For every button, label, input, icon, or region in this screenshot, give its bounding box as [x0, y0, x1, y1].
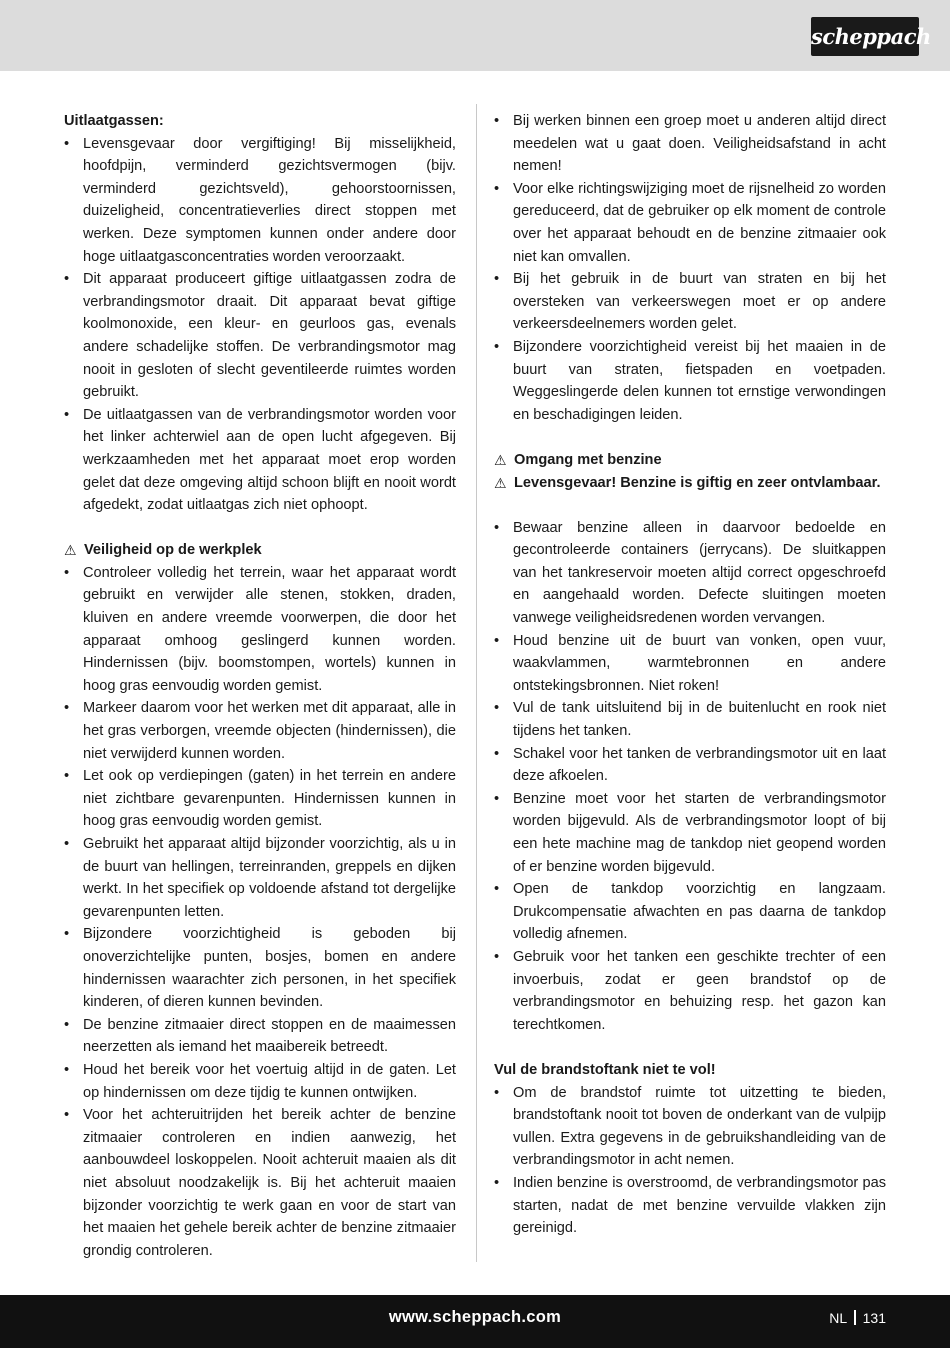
list-item: • Om de brandstof ruimte tot uitzetting te bieden, brandstoftank nooit tot boven de onderkant van de vulpijp vullen. Extra gegevens in de gebruikshandleiding van de verbrandingsmotor in acht nemen. [494, 1082, 886, 1172]
warning-triangle-icon: ⚠ [494, 474, 507, 491]
page-number: 131 [862, 1310, 886, 1326]
list-item: • Benzine moet voor het starten de verbrandingsmotor worden bijgevuld. Als de verbrandingsmotor loopt of bij een hete machine mag de tankdop niet geopend worden of er benzine worden bijgevuld. [494, 788, 886, 878]
list-item: • Controleer volledig het terrein, waar het apparaat wordt gebruikt en verwijder alle stenen, stokken, draden, kluiven en andere vreemde voorwerpen, die door het apparaat omhoog geslingerd kunnen worden. Hindernissen (bijv. boomstompen, wortels) kunnen in hoog gras eenvoudig worden gemist. [64, 562, 456, 698]
left-column [64, 110, 456, 1262]
list-item: • Houd het bereik voor het voertuig altijd in de gaten. Let op hindernissen om deze tijdig te kunnen ontwijken. [64, 1059, 456, 1104]
page-indicator [829, 1310, 886, 1326]
list-item: • Markeer daarom voor het werken met dit apparaat, alle in het gras verborgen, vreemde objecten (hindernissen), die niet verwijderd kunnen worden. [64, 697, 456, 765]
list-item: • Voor elke richtingswijziging moet de rijsnelheid zo worden gereduceerd, dat de gebruiker op elk moment de controle over het apparaat behoudt en de benzine zitmaaier ook niet kan omvallen. [494, 178, 886, 268]
workplace-list [64, 562, 456, 1262]
language-code: NL [829, 1310, 848, 1326]
warning-triangle-icon: ⚠ [64, 542, 77, 559]
overfill-list [494, 1082, 886, 1240]
list-item: • Houd benzine uit de buurt van vonken, open vuur, waakvlammen, warmtebronnen en andere ontstekingsbronnen. Niet roken! [494, 630, 886, 698]
list-item: • Bij werken binnen een groep moet u anderen altijd direct meedelen wat u gaat doen. Veiligheidsafstand in acht nemen! [494, 110, 886, 178]
section-heading-fuel-handling [494, 449, 886, 472]
heading-text: Omgang met benzine [514, 451, 662, 468]
fuel-handling-list [494, 517, 886, 1037]
list-item: • Voor het achteruitrijden het bereik achter de benzine zitmaaier controleren en indien aanwezig, het aanbouwdeel loskoppelen. Nooit achteruit maaien als dit niet absoluut noodzakelijk is. Bij het achteruit maaien bijzonder voorzichtig te werk gaan en voor de start van het maaien het gehele bereik achter de benzine zitmaaier grondig controleren. [64, 1104, 456, 1262]
column-divider [476, 104, 477, 1262]
header-bar [0, 0, 950, 71]
list-item: • Vul de tank uitsluitend bij in de buitenlucht en rook niet tijdens het tanken. [494, 697, 886, 742]
list-item: • De uitlaatgassen van de verbrandingsmotor worden voor het linker achterwiel aan de open lucht afgegeven. Bij werkzaamheden met het apparaat moet erop worden gelet dat deze omgeving altijd schoon blijft en nooit wordt afgedekt, zodat uitlaatgas zich niet ophoopt. [64, 404, 456, 517]
list-item: • Levensgevaar door vergiftiging! Bij misselijkheid, hoofdpijn, verminderd gezichtsvermogen (bijv. verminderd gezichtsveld), gehoorstoornissen, duizeligheid, concentratieverlies direct stoppen met werken. Deze symptomen kunnen onder andere door hoge uitlaatgasconcentraties worden veroorzaakt. [64, 133, 456, 269]
list-item: • Gebruik voor het tanken een geschikte trechter of een invoerbuis, zodat er geen brandstof op de verbrandingsmotor en behuizing resp. het gazon kan terechtkomen. [494, 946, 886, 1036]
separator [854, 1310, 856, 1325]
section-heading-exhaust: Uitlaatgassen: [64, 113, 164, 129]
exhaust-list [64, 133, 456, 517]
list-item: • De benzine zitmaaier direct stoppen en de maaimessen neerzetten als iemand het maaibereik betreedt. [64, 1014, 456, 1059]
right-column [494, 110, 886, 1240]
list-item: • Bijzondere voorzichtigheid vereist bij het maaien in de buurt van straten, fietspaden en voetpaden. Weggeslingerde delen kunnen tot ernstige verwondingen en beschadigingen leiden. [494, 336, 886, 426]
website-link[interactable]: www.scheppach.com [388, 1308, 562, 1326]
group-work-list [494, 110, 886, 426]
fuel-warning [494, 472, 886, 495]
list-item: • Bewaar benzine alleen in daarvoor bedoelde en gecontroleerde containers (jerrycans). De sluitkappen van het tankreservoir moeten altijd correct opgeschroefd en aangehaald worden. Defecte sluitingen moeten vanwege veiligheidsredenen worden vervangen. [494, 517, 886, 630]
section-heading-overfill: Vul de brandstoftank niet te vol! [494, 1061, 716, 1078]
list-item: • Bij het gebruik in de buurt van straten en bij het oversteken van verkeerswegen moet er op andere verkeersdeelnemers worden gelet. [494, 268, 886, 336]
heading-text: Veiligheid op de werkplek [84, 542, 262, 559]
list-item: • Open de tankdop voorzichtig en langzaam. Drukcompensatie afwachten en pas daarna de tankdop volledig afnemen. [494, 878, 886, 946]
section-heading-workplace [64, 539, 456, 562]
footer-bar [0, 1295, 950, 1348]
list-item: • Let ook op verdiepingen (gaten) in het terrein en andere niet zichtbare gevarenpunten. Hindernissen kunnen in hoog gras eenvoudig worden gemist. [64, 765, 456, 833]
list-item: • Dit apparaat produceert giftige uitlaatgassen zodra de verbrandingsmotor draait. Dit apparaat bevat giftige koolmonoxide, een kleur- en geurloos gas, evenals andere schadelijke stoffen. De verbrandingsmotor mag nooit in gesloten of slecht geventileerde ruimtes worden gebruikt. [64, 268, 456, 404]
warning-text: Levensgevaar! Benzine is giftig en zeer ontvlambaar. [514, 474, 881, 491]
list-item: • Indien benzine is overstroomd, de verbrandingsmotor pas starten, nadat de met benzine vervuilde vlakken zijn gereinigd. [494, 1172, 886, 1240]
warning-triangle-icon: ⚠ [494, 451, 507, 468]
list-item: • Schakel voor het tanken de verbrandingsmotor uit en laat deze afkoelen. [494, 743, 886, 788]
list-item: • Gebruikt het apparaat altijd bijzonder voorzichtig, als u in de buurt van hellingen, terreinranden, greppels en dijken werkt. In het specifiek op voldoende afstand tot dergelijke gevarenpunten letten. [64, 833, 456, 923]
list-item: • Bijzondere voorzichtigheid is geboden bij onoverzichtelijke punten, bosjes, bomen en andere hindernissen waarachter zich personen, in het specifiek kinderen, of dieren kunnen bevinden. [64, 923, 456, 1013]
scheppach-logo: scheppach [811, 17, 919, 56]
